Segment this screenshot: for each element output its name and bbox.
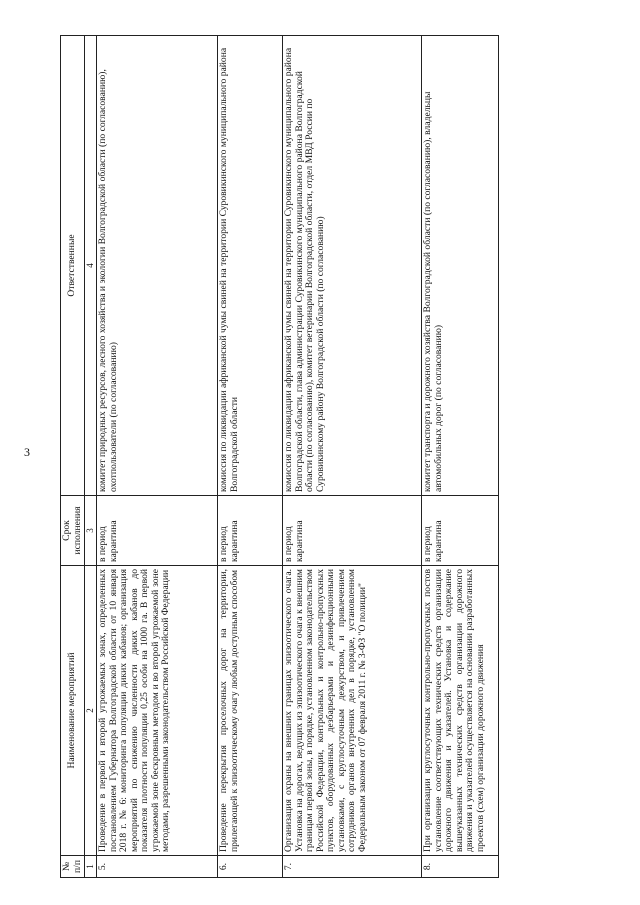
row-number: 6. — [218, 856, 283, 878]
row-activity: Проведение в первой и второй угрожаемых зонах, определенных постановлением Губернатора Волгоградской области от 10 января 2018 г. № 6: мониторинга популяции диких кабанов; организация мероприятий по снижению численности диких кабанов до показателя плотности популяции 0,25 особи на 1000 га. В первой угрожаемой зоне бескровным методом и во второй угрожаемой зоне методами, разрешенными законодательством Российской Федерации — [97, 566, 218, 856]
row-responsible: комиссия по ликвидации африканской чумы свиней на территории Суровикинского муниципального района Волгоградской области — [218, 36, 283, 496]
row-responsible: комитет транспорта и дорожного хозяйства Волгоградской области (по согласованию), владельцы автомобильных дорог (по согласованию) — [422, 36, 499, 496]
row-activity: Организация охраны на внешних границах эпизоотического очага. Установка на дорогах, ведущих из эпизоотического очага к внешним границам первой зоны, в порядке, установленном законодательством Российской Федерации, контрольных и контрольно-пропускных пунктов, оборудованных дезбарьерами и дезинфекционными установками, с круглосуточным дежурством, и привлечением сотрудников органов внутренних дел в порядке, установленном Федеральным законом от 07 февраля 2011 г. № 3-ФЗ "О полиции" — [283, 566, 422, 856]
table-header-row — [61, 36, 85, 878]
column-number: 1 — [85, 856, 97, 878]
page-number: 3 — [24, 445, 30, 459]
table-row — [218, 36, 283, 878]
header-responsible: Ответственные — [61, 36, 85, 496]
table-row — [422, 36, 499, 878]
row-responsible: комитет природных ресурсов, лесного хозяйства и экологии Волгоградской области (по согласованию), охотпользователи (по согласованию) — [97, 36, 218, 496]
row-activity: При организации круглосуточных контрольно-пропускных постов установление соответствующих технических средств организации дорожного движения и указателей. Установка и содержание вышеуказанных технических средств организации дорожного движения и указателей осуществляется на основании разработанных проектов (схем) организации дорожного движения — [422, 566, 499, 856]
row-number: 8. — [422, 856, 499, 878]
column-number: 2 — [85, 566, 97, 856]
header-term: Срок исполнения — [61, 496, 85, 566]
column-number: 3 — [85, 496, 97, 566]
row-term: в период карантина — [97, 496, 218, 566]
header-activity: Наименование мероприятий — [61, 566, 85, 856]
row-number: 5. — [97, 856, 218, 878]
row-responsible: комиссия по ликвидации африканской чумы свиней на территории Суровикинского муниципального района Волгоградской области, глава администрации Суровикинского муниципального района Волгоградской области (по согласованию), комитет ветеринарии Волгоградской области, отдел МВД России по Суровикинскому району Волгоградской области (по согласованию) — [283, 36, 422, 496]
column-number: 4 — [85, 36, 97, 496]
row-term: в период карантина — [422, 496, 499, 566]
header-number: № п/п — [61, 856, 85, 878]
table-row — [283, 36, 422, 878]
row-number: 7. — [283, 856, 422, 878]
row-activity: Проведение перекрытия проселочных дорог на территории, прилегающей к эпизоотическому очагу любым доступным способом — [218, 566, 283, 856]
column-number-row — [85, 36, 97, 878]
measures-table — [60, 35, 499, 878]
table-row — [97, 36, 218, 878]
row-term: в период карантина — [283, 496, 422, 566]
row-term: в период карантина — [218, 496, 283, 566]
